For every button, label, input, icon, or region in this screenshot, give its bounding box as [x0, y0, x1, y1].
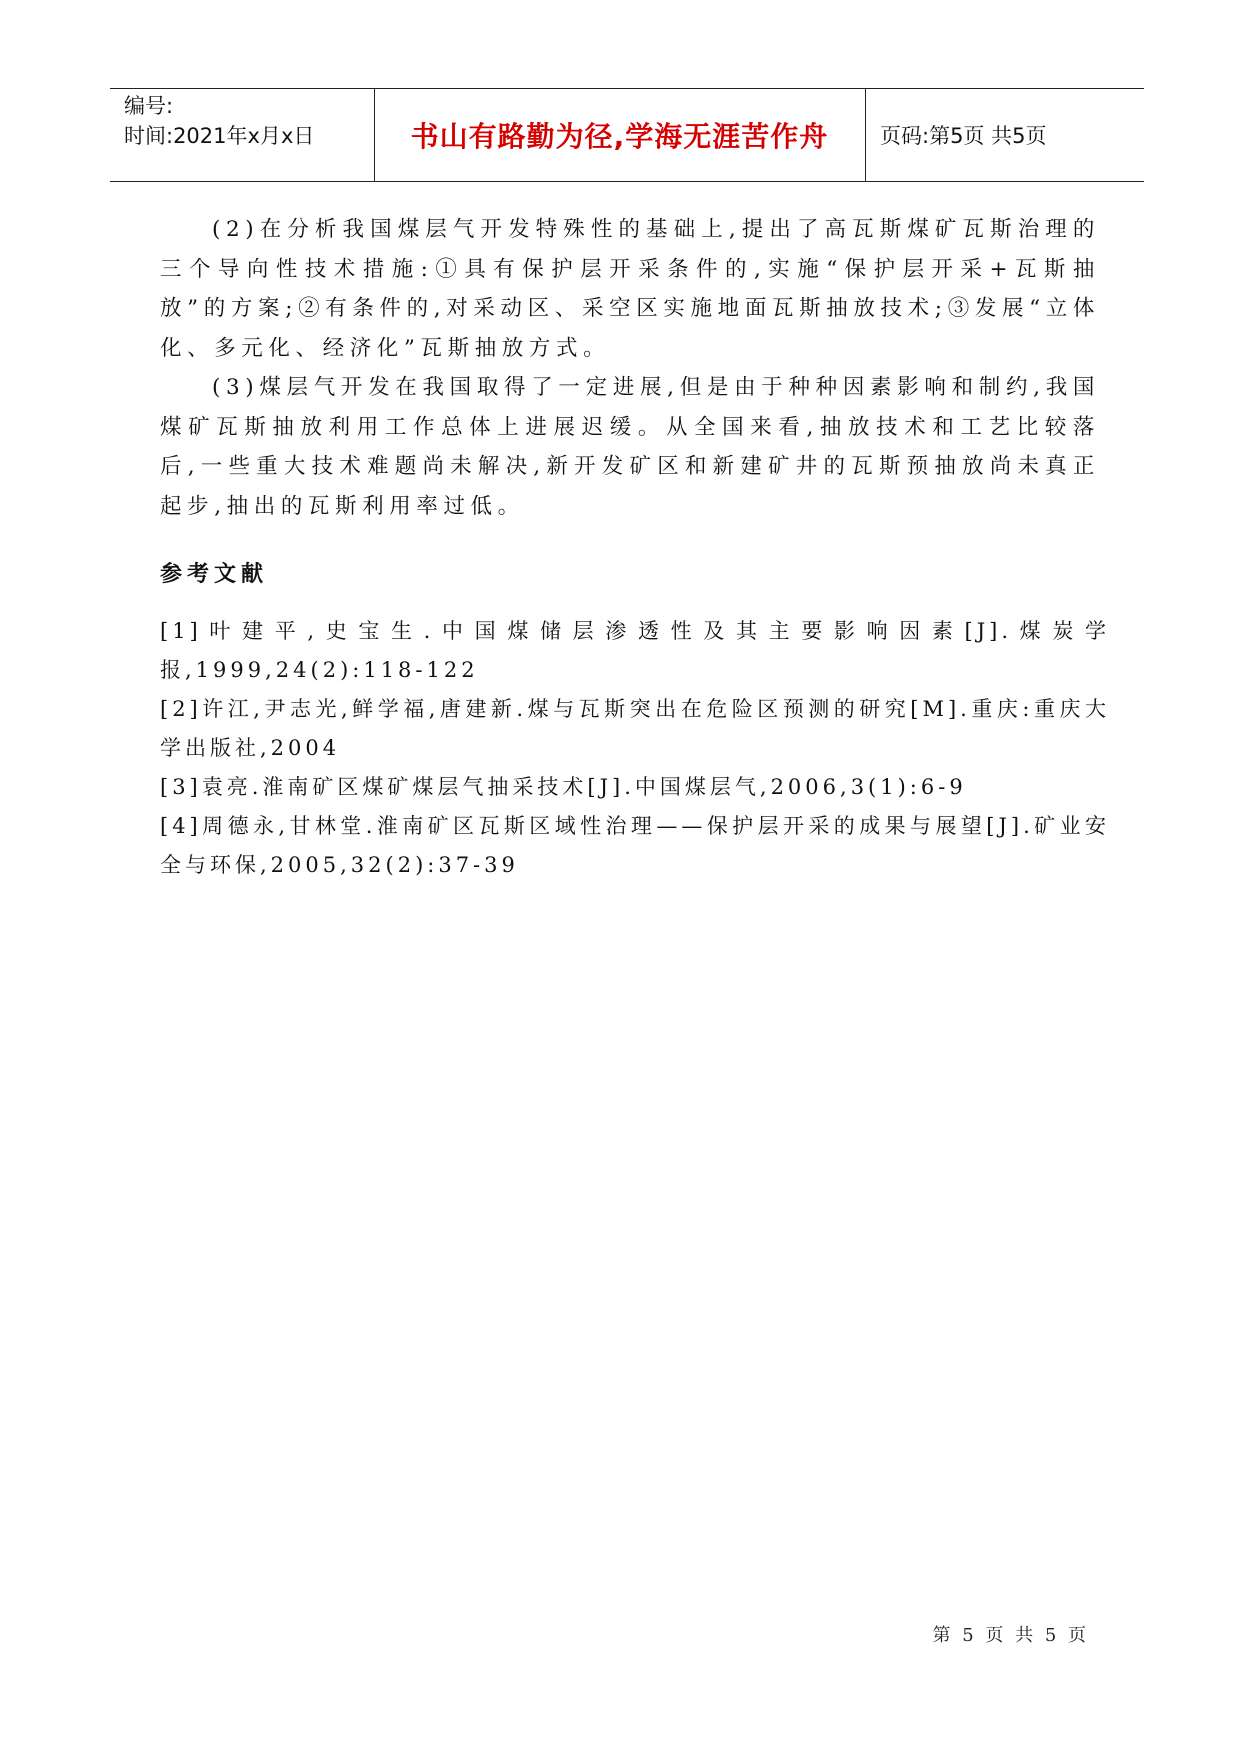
reference-item: [4]周德永,甘林堂.淮南矿区瓦斯区域性治理——保护层开采的成果与展望[J].矿业安全与环保,2005,32(2):37-39: [160, 814, 1110, 877]
header-motto: 书山有路勤为径,学海无涯苦作舟: [410, 120, 829, 153]
paragraph-3: (3)煤层气开发在我国取得了一定进展,但是由于种种因素影响和制约,我国煤矿瓦斯抽放利用工作总体上进展迟缓。从全国来看,抽放技术和工艺比较落后,一些重大技术难题尚未解决,新开发矿区和新建矿井的瓦斯预抽放尚未真正起步,抽出的瓦斯利用率过低。: [160, 375, 1100, 519]
header-time-label: 时间:2021年x月x日: [124, 124, 315, 148]
reference-item: [2]许江,尹志光,鲜学福,唐建新.煤与瓦斯突出在危险区预测的研究[M].重庆:重庆大学出版社,2004: [160, 697, 1110, 760]
references-title: 参考文献: [160, 562, 269, 587]
header-meta: [124, 91, 314, 151]
body-text: [160, 210, 1100, 526]
reference-item: [1]叶建平,史宝生.中国煤储层渗透性及其主要影响因素[J].煤炭学报,1999,24(2):118-122: [160, 619, 1110, 682]
header-number-label: 编号:: [124, 94, 174, 118]
paragraph-2: (2)在分析我国煤层气开发特殊性的基础上,提出了高瓦斯煤矿瓦斯治理的三个导向性技术措施:①具有保护层开采条件的,实施“保护层开采+瓦斯抽放”的方案;②有条件的,对采动区、采空区实施地面瓦斯抽放技术;③发展“立体化、多元化、经济化”瓦斯抽放方式。: [160, 217, 1100, 361]
references-list: [160, 612, 1110, 885]
page-footer: 第 5 页 共 5 页: [932, 1625, 1089, 1646]
reference-item: [3]袁亮.淮南矿区煤矿煤层气抽采技术[J].中国煤层气,2006,3(1):6-9: [160, 775, 967, 799]
header-divider: [865, 89, 866, 181]
header-page-label: 页码:第5页 共5页: [880, 124, 1047, 148]
document-header: [110, 88, 1144, 182]
